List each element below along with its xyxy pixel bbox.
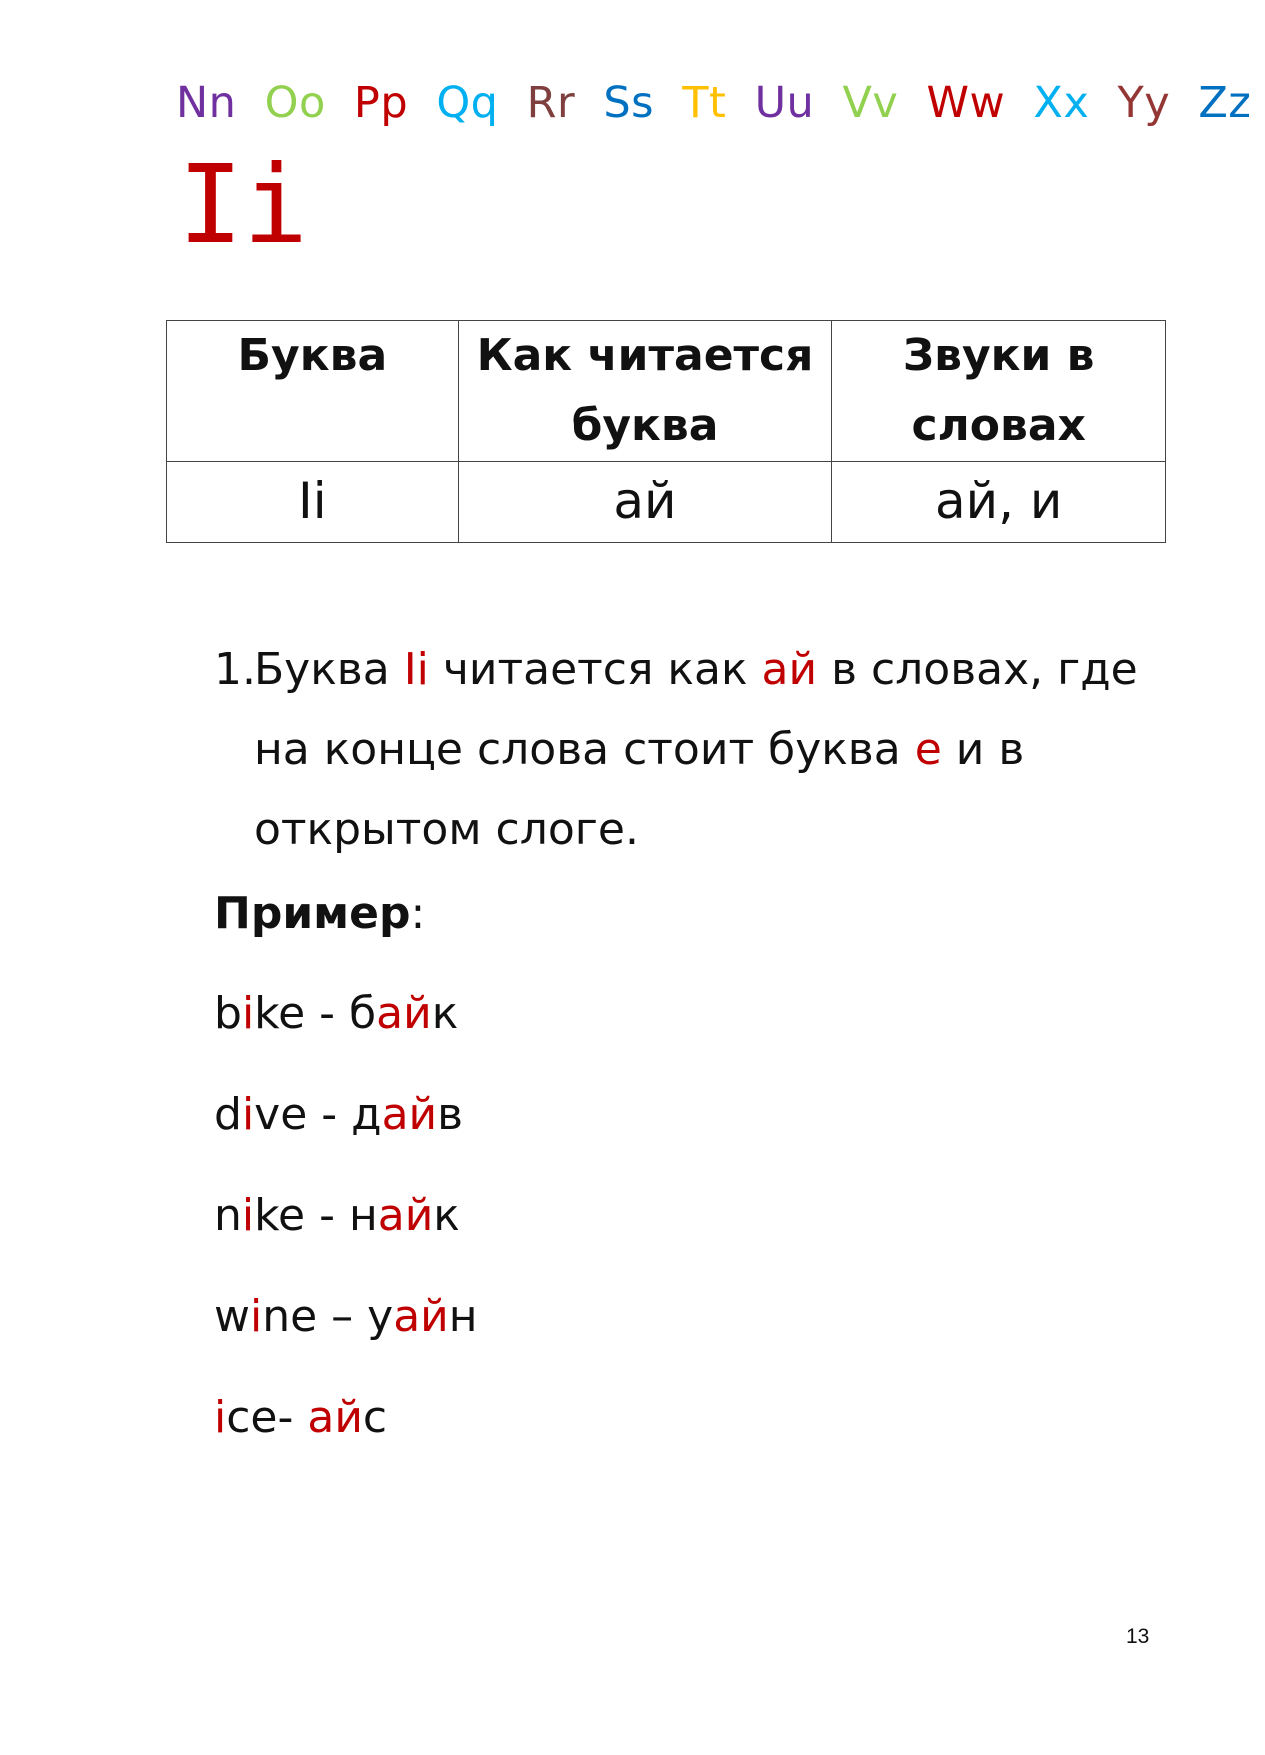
alphabet-letter: Yy	[1117, 78, 1171, 128]
table-header-pronunciation: Как читается буква	[458, 321, 832, 462]
example-segment: ke - н	[254, 1190, 378, 1241]
example-item	[214, 1392, 478, 1493]
alphabet-letter: Ss	[603, 78, 655, 128]
page-title-letter: Ii	[178, 143, 309, 268]
rule-text-part: и в открытом слоге.	[254, 724, 1025, 855]
example-segment: n	[214, 1190, 242, 1241]
alphabet-letter: Uu	[754, 78, 815, 128]
table-header-row	[167, 321, 1166, 462]
example-segment: i	[241, 988, 255, 1039]
example-segment: с	[362, 1392, 388, 1443]
example-segment: i	[214, 1392, 227, 1443]
table-cell-letter: Ii	[167, 462, 459, 543]
example-item	[214, 1291, 478, 1392]
example-segment: ce-	[226, 1392, 308, 1443]
example-segment: ай	[381, 1089, 438, 1140]
example-heading	[214, 888, 425, 939]
example-item	[214, 988, 478, 1089]
alphabet-letter: Qq	[436, 78, 499, 128]
example-segment: к	[431, 988, 459, 1039]
rule-text-part: читается как	[428, 644, 762, 695]
example-segment: ve - д	[254, 1089, 382, 1140]
example-segment: в	[437, 1089, 464, 1140]
alphabet-letter: Rr	[526, 78, 576, 128]
alphabet-letter: Vv	[842, 78, 899, 128]
alphabet-letter: Oo	[264, 78, 326, 128]
example-segment: ай	[393, 1291, 449, 1342]
alphabet-letter: Nn	[176, 78, 237, 128]
alphabet-letter: Ww	[926, 78, 1006, 128]
rule-number: 1.	[214, 644, 256, 695]
example-segment: b	[214, 988, 242, 1039]
example-segment: i	[241, 1190, 255, 1241]
rule-highlight: е	[914, 724, 942, 775]
example-segment: i	[241, 1089, 255, 1140]
table-row	[167, 462, 1166, 543]
letter-info-table	[166, 320, 1166, 543]
example-segment: к	[433, 1190, 460, 1241]
table-cell-pronunciation: ай	[458, 462, 832, 543]
rule-highlight: ай	[761, 644, 818, 695]
example-heading-text: Пример	[214, 888, 411, 939]
table-cell-sounds: ай, и	[832, 462, 1166, 543]
alphabet-letter: Tt	[682, 78, 727, 128]
examples-list	[214, 988, 478, 1493]
example-segment: ай	[377, 1190, 434, 1241]
rule-paragraph	[214, 630, 1174, 870]
example-heading-colon: :	[410, 888, 426, 939]
rule-text-part: Буква	[254, 644, 404, 695]
example-segment: ke - б	[254, 988, 377, 1039]
example-segment: d	[214, 1089, 242, 1140]
example-item	[214, 1089, 478, 1190]
example-segment: ne – у	[262, 1291, 394, 1342]
table-header-sounds: Звуки в словах	[832, 321, 1166, 462]
page-number: 13	[1126, 1625, 1150, 1648]
rule-text	[254, 630, 1174, 870]
rule-text-part: в словах, где на конце слова стоит буква	[254, 644, 1138, 775]
alphabet-letter: Zz	[1198, 78, 1252, 128]
example-segment: ай	[376, 988, 432, 1039]
example-segment: w	[214, 1291, 250, 1342]
example-segment: н	[448, 1291, 478, 1342]
table-header-letter: Буква	[167, 321, 459, 462]
rule-highlight: Ii	[403, 644, 429, 695]
alphabet-letter: Xx	[1033, 78, 1090, 128]
example-segment: ай	[307, 1392, 363, 1443]
example-segment: i	[250, 1291, 263, 1342]
example-item	[214, 1190, 478, 1291]
alphabet-letter: Pp	[353, 78, 409, 128]
alphabet-strip	[176, 78, 1252, 128]
